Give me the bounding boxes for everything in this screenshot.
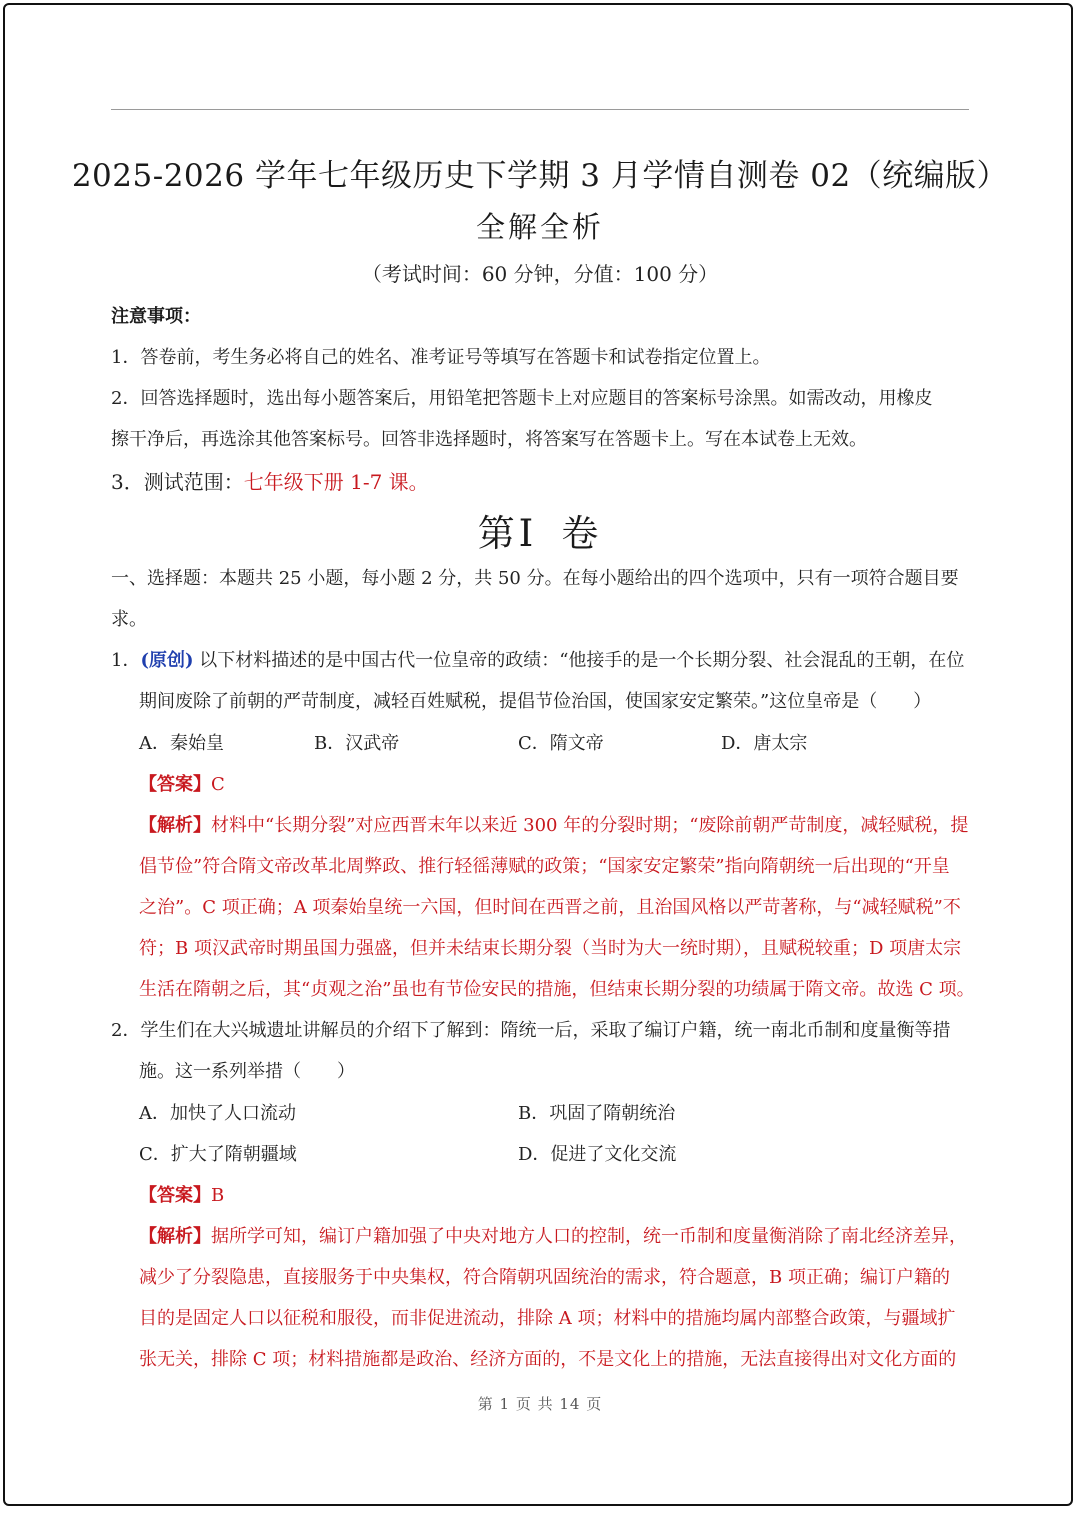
q2-stem-line-1 bbox=[111, 1016, 950, 1042]
q2-option-a: A．加快了人口流动 bbox=[139, 1103, 296, 1124]
q2-option-d: D．促进了文化交流 bbox=[518, 1144, 677, 1165]
q1-analysis-text-1: 材料中“长期分裂”对应西晋末年以来近 300 年的分裂时期；“废除前朝严苛制度，减轻赋税，提 bbox=[211, 815, 969, 836]
q2-analysis-line-3: 目的是固定人口以征税和服役，而非促进流动，排除 A 项；材料中的措施均属内部整合政策，与疆域扩 bbox=[139, 1308, 956, 1329]
q2-number: 2． bbox=[111, 1020, 141, 1041]
section-part-2: 卷 bbox=[561, 512, 603, 555]
q1-analysis-line-2: 倡节俭”符合隋文帝改革北周弊政、推行轻徭薄赋的政策；“国家安定繁荣”指向隋朝统一后出现的“开皇 bbox=[139, 856, 950, 877]
q1-stem-line-2: 期间废除了前朝的严苛制度，减轻百姓赋税，提倡节俭治国，使国家安定繁荣。”这位皇帝是（ ） bbox=[139, 691, 932, 712]
q2-answer bbox=[139, 1181, 224, 1207]
q1-analysis-line-4: 符；B 项汉武帝时期虽国力强盛，但并未结束长期分裂（当时为大一统时期），且赋税较重；D 项唐太宗 bbox=[139, 938, 962, 959]
q1-option-d: D．唐太宗 bbox=[721, 733, 808, 754]
header-rule bbox=[111, 109, 969, 110]
q2-answer-value: B bbox=[211, 1185, 225, 1206]
q1-answer-value: C bbox=[211, 774, 225, 795]
q1-stem-text: 以下材料描述的是中国古代一位皇帝的政绩：“他接手的是一个长期分裂、社会混乱的王朝，在位 bbox=[199, 650, 965, 671]
q1-original-tag: (原创) bbox=[140, 650, 194, 671]
q1-stem-line-1 bbox=[111, 646, 964, 672]
q2-stem-text: 学生们在大兴城遗址讲解员的介绍下了解到：隋统一后，采取了编订户籍，统一南北币制和度量衡等措 bbox=[140, 1020, 951, 1041]
notice-item-3 bbox=[111, 466, 429, 495]
notice-heading: 注意事项： bbox=[111, 306, 201, 327]
q1-option-b: B．汉武帝 bbox=[314, 733, 400, 754]
q2-option-b: B．巩固了隋朝统治 bbox=[518, 1103, 676, 1124]
test-range-value: 七年级下册 1-7 课。 bbox=[243, 470, 429, 494]
instructions-line-2: 求。 bbox=[111, 609, 147, 630]
q1-option-c: C．隋文帝 bbox=[518, 733, 604, 754]
q1-answer bbox=[139, 770, 225, 796]
instructions-line-1: 一、选择题：本题共 25 小题，每小题 2 分，共 50 分。在每小题给出的四个选项中，只有一项符合题目要 bbox=[111, 568, 959, 589]
q2-analysis-line-2: 减少了分裂隐患，直接服务于中央集权，符合隋朝巩固统治的需求，符合题意，B 项正确；编订户籍的 bbox=[139, 1267, 950, 1288]
q1-answer-label: 【答案】 bbox=[139, 774, 211, 795]
document-title: 2025-2026 学年七年级历史下学期 3 月学情自测卷 02（统编版） bbox=[71, 158, 1009, 194]
notice-item-1: 1．答卷前，考生务必将自己的姓名、准考证号等填写在答题卡和试卷指定位置上。 bbox=[111, 347, 771, 368]
q2-analysis-label: 【解析】 bbox=[139, 1226, 211, 1247]
section-part-1: 第Ⅰ bbox=[477, 512, 538, 555]
q2-analysis-text-1: 据所学可知，编订户籍加强了中央对地方人口的控制，统一币制和度量衡消除了南北经济差异， bbox=[211, 1226, 967, 1247]
q1-analysis-line-1 bbox=[139, 811, 968, 837]
q1-analysis-label: 【解析】 bbox=[139, 815, 211, 836]
document-subtitle: 全解全析 bbox=[475, 210, 604, 244]
q1-analysis-line-3: 之治”。C 项正确；A 项秦始皇统一六国，但时间在西晋之前，且治国风格以严苛著称，与“减轻赋税”不 bbox=[139, 897, 961, 918]
section-heading bbox=[0, 503, 1080, 557]
q2-analysis-line-4: 张无关，排除 C 项；材料措施都是政治、经济方面的，不是文化上的措施，无法直接得出对文化方面的 bbox=[139, 1349, 957, 1370]
q2-answer-label: 【答案】 bbox=[139, 1185, 211, 1206]
q1-option-a: A．秦始皇 bbox=[139, 733, 224, 754]
q2-analysis-line-1 bbox=[139, 1222, 967, 1248]
page-footer: 第 1 页 共 14 页 bbox=[477, 1395, 603, 1413]
q2-option-c: C．扩大了隋朝疆域 bbox=[139, 1144, 297, 1165]
q2-stem-line-2: 施。这一系列举措（ ） bbox=[139, 1061, 355, 1082]
notice-item-2-line-1: 2．回答选择题时，选出每小题答案后，用铅笔把答题卡上对应题目的答案标号涂黑。如需改动，用橡皮 bbox=[111, 388, 933, 409]
q1-number: 1． bbox=[111, 650, 141, 671]
notice-item-2-line-2: 擦干净后，再选涂其他答案标号。回答非选择题时，将答案写在答题卡上。写在本试卷上无效。 bbox=[111, 429, 867, 450]
test-range-label: 3．测试范围： bbox=[111, 470, 244, 494]
q1-analysis-line-5: 生活在隋朝之后，其“贞观之治”虽也有节俭安民的措施，但结束长期分裂的功绩属于隋文帝。故选 C 项。 bbox=[139, 979, 975, 1000]
exam-info: （考试时间：60 分钟，分值：100 分） bbox=[361, 262, 719, 286]
